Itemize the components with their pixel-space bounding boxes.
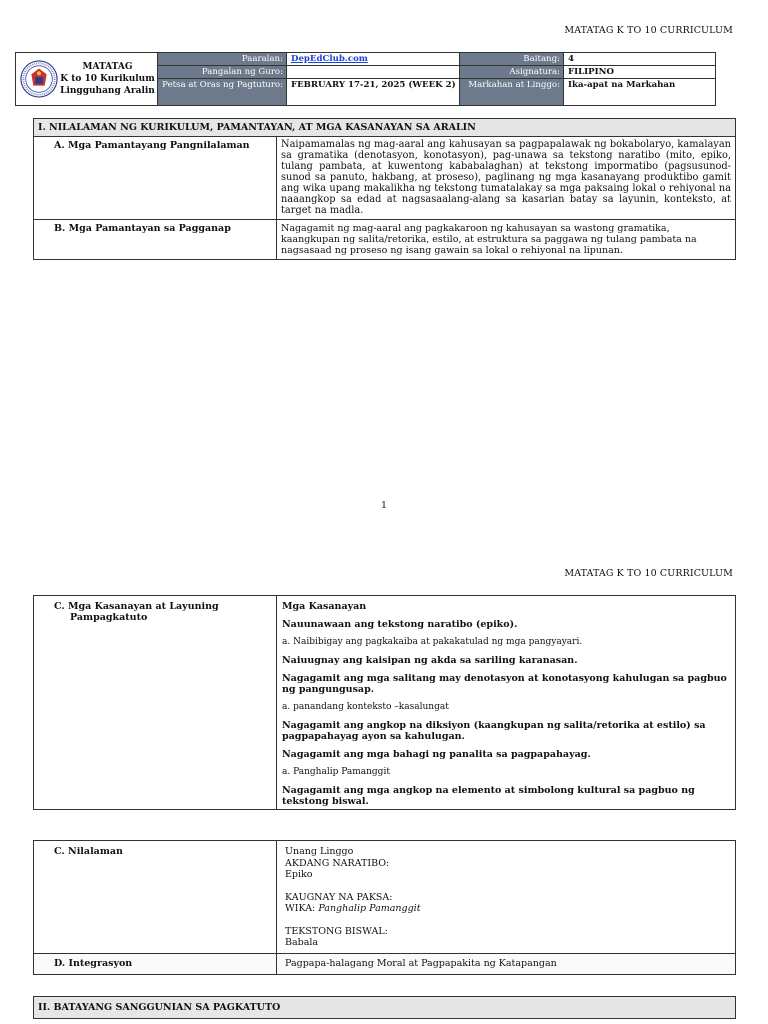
section-nilalaman: [33, 840, 736, 975]
asignatura-value: FILIPINO: [564, 66, 715, 79]
markahan-label: Markahan at Linggo:: [460, 79, 564, 105]
section-curriculum-content: [33, 118, 736, 260]
lesson-info-table: [15, 52, 716, 106]
section-1-title: I. NILALAMAN NG KURIKULUM, PAMANTAYAN, AT MGA KASANAYAN SA ARALIN: [34, 119, 735, 137]
nilalaman-line: TEKSTONG BISWAL:: [285, 925, 388, 937]
empty-value-cell: [287, 92, 460, 105]
row-integrasyon: [34, 954, 735, 974]
curriculum-header-2: MATATAG K TO 10 CURRICULUM: [564, 568, 733, 579]
wika-topic: Panghalip Pamanggit: [318, 903, 421, 914]
section-kasanayan: [33, 595, 736, 810]
asignatura-label: Asignatura:: [460, 66, 564, 79]
kasanayan-item: a. Naibibigay ang pagkakaiba at pakakatulad ng mga pangyayari.: [282, 637, 583, 647]
kasanayan-list: [277, 596, 735, 809]
curriculum-header: MATATAG K TO 10 CURRICULUM: [564, 25, 733, 36]
row-kasanayan: [34, 596, 735, 809]
petsa-label: Petsa at Oras ng Pagtuturo:: [158, 79, 287, 92]
petsa-value: FEBRUARY 17-21, 2025 (WEEK 2): [287, 79, 460, 92]
row-c-label: [34, 596, 277, 809]
kasanayan-item: Mga Kasanayan: [282, 601, 367, 612]
row-c-label-line-1: C. Mga Kasanayan at Layuning: [54, 601, 219, 612]
row-pamantayang-pangnilalaman: [34, 137, 735, 220]
nilalaman-line: Babala: [285, 937, 319, 948]
nilalaman-line: AKDANG NARATIBO:: [285, 857, 390, 869]
guro-value: [287, 66, 460, 79]
row-pamantayan-pagganap: [34, 220, 735, 259]
row-d-text: Pagpapa-halagang Moral at Pagpapakita ng Katapangan: [285, 957, 557, 969]
row-a-text: Naipamamalas ng mag-aaral ang kahusayan sa pagpapalawak ng bokabolaryo, kamalayan sa gramatika (denotasyon, konotasyon), pag-unawa sa tekstong naratibo (mito, epiko, tulang pambata, at kuwentong kababalaghan) at tekstong impormatibo (pagsusunod-sunod sa panuto, hakbang, at proseso), paglinang ng mga kasanayang produktibo gamit ang wika upang makalikha ng tekstong tumatalakay sa mga paksaing lokal o rehiyonal na naaangkop sa edad at nagsasaalang-alang sa kasarian batay sa layunin, konteksto, at target na madla.: [281, 139, 731, 216]
nilalaman-line-wika: [285, 903, 731, 915]
brand-line-2: K to 10 Kurikulum: [60, 74, 155, 84]
page-number: 1: [380, 500, 388, 511]
kasanayan-item: a. Panghalip Pamanggit: [282, 767, 390, 777]
section-sanggunian: [33, 996, 736, 1019]
kasanayan-item: Nauunawaan ang tekstong naratibo (epiko).: [282, 619, 518, 630]
section-2-title: II. BATAYANG SANGGUNIAN SA PAGKATUTO: [34, 997, 735, 1018]
kasanayan-item: Nagagamit ang mga bahagi ng panalita sa pagpapahayag.: [282, 749, 591, 760]
guro-label: Pangalan ng Guro:: [158, 66, 287, 79]
brand-line-3: Lingguhang Aralin: [60, 86, 155, 96]
markahan-value: Ika-apat na Markahan: [568, 80, 676, 90]
row-d-label: D. Integrasyon: [34, 954, 277, 974]
nilalaman-line: Epiko: [285, 869, 313, 880]
row-a-label: A. Mga Pamantayang Pangnilalaman: [34, 137, 277, 219]
brand-cell: [16, 53, 158, 105]
row-nilalaman-label: C. Nilalaman: [34, 841, 277, 953]
kasanayan-item: Nagagamit ang angkop na diksiyon (kaangkupan ng salita/retorika at estilo) sa pagpapahayag ayon sa kahulugan.: [282, 720, 706, 742]
school-link[interactable]: DepEdClub.com: [291, 54, 368, 64]
deped-seal-icon: [20, 60, 58, 98]
kasanayan-item: Nagagamit ang mga angkop na elemento at simbolong kultural sa pagbuo ng tekstong biswal.: [282, 785, 695, 807]
wika-prefix: WIKA:: [285, 903, 319, 914]
brand-line-1: MATATAG: [82, 62, 133, 72]
row-b-text: Nagagamit ng mag-aaral ang pagkakaroon ng kahusayan sa wastong gramatika, kaangkupan ng salita/retorika, estilo, at estruktura sa paggawa ng tulang pambata na nagsasaad ng proseso ng isang gawain sa lokal o rehiyonal na lipunan.: [281, 223, 697, 256]
nilalaman-line: KAUGNAY NA PAKSA:: [285, 891, 393, 903]
nilalaman-line: Unang Linggo: [285, 846, 354, 857]
empty-label-cell: [158, 92, 287, 105]
row-c-label-line-2: Pampagkatuto: [70, 612, 148, 623]
paaralan-value: [287, 53, 460, 66]
baitang-value: 4: [564, 53, 715, 66]
kasanayan-item: a. panandang konteksto –kasalungat: [282, 702, 449, 712]
row-b-label: B. Mga Pamantayan sa Pagganap: [34, 220, 277, 259]
row-nilalaman: [34, 841, 735, 954]
kasanayan-item: Nagagamit ang mga salitang may denotasyon at konotasyong kahulugan sa pagbuo ng pangungusap.: [282, 673, 727, 695]
kasanayan-item: Naiuugnay ang kaisipan ng akda sa sariling karanasan.: [282, 655, 578, 666]
paaralan-label: Paaralan:: [158, 53, 287, 66]
baitang-label: Baitang:: [460, 53, 564, 66]
nilalaman-content: [277, 841, 735, 953]
